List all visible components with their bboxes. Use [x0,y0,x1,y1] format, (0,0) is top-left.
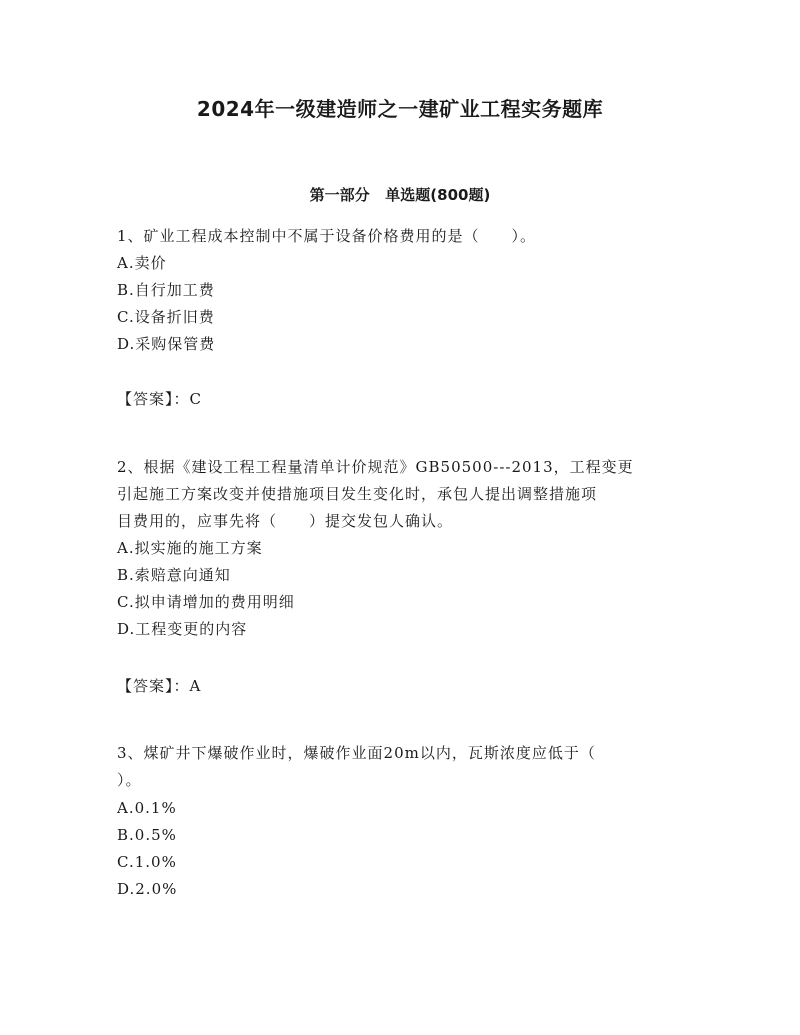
question-2-answer: 【答案】：A [117,677,202,695]
question-3-option-d: D.2.0% [117,880,178,898]
question-2-stem-line-3: 目费用的，应事先将（ ）提交发包人确认。 [117,512,454,530]
question-1-option-a: A.卖价 [117,254,167,272]
question-2-option-d: D.工程变更的内容 [117,620,248,638]
document-title: 2024年一级建造师之一建矿业工程实务题库 [196,97,604,121]
question-1-option-d: D.采购保管费 [117,335,216,353]
question-3-option-c: C.1.0% [117,853,177,871]
question-1-stem: 1、矿业工程成本控制中不属于设备价格费用的是（ ）。 [117,227,537,245]
question-1-option-b: B.自行加工费 [117,281,215,299]
question-2-option-b: B.索赔意向通知 [117,566,231,584]
question-2-stem-line-1: 2、根据《建设工程工程量清单计价规范》GB50500---2013，工程变更 [117,458,634,476]
question-3-stem-line-2: ）。 [117,771,142,789]
section-title: 第一部分 单选题(800题) [309,186,491,204]
question-2-stem-line-2: 引起施工方案改变并使措施项目发生变化时，承包人提出调整措施项 [117,485,598,503]
question-1-option-c: C.设备折旧费 [117,308,215,326]
question-2-option-c: C.拟申请增加的费用明细 [117,593,295,611]
question-3-option-a: A.0.1% [117,799,177,817]
question-3-stem-line-1: 3、煤矿井下爆破作业时，爆破作业面20m以内，瓦斯浓度应低于（ [117,744,596,762]
question-1-answer: 【答案】：C [117,390,202,408]
question-3-option-b: B.0.5% [117,826,177,844]
question-2-option-a: A.拟实施的施工方案 [117,539,263,557]
